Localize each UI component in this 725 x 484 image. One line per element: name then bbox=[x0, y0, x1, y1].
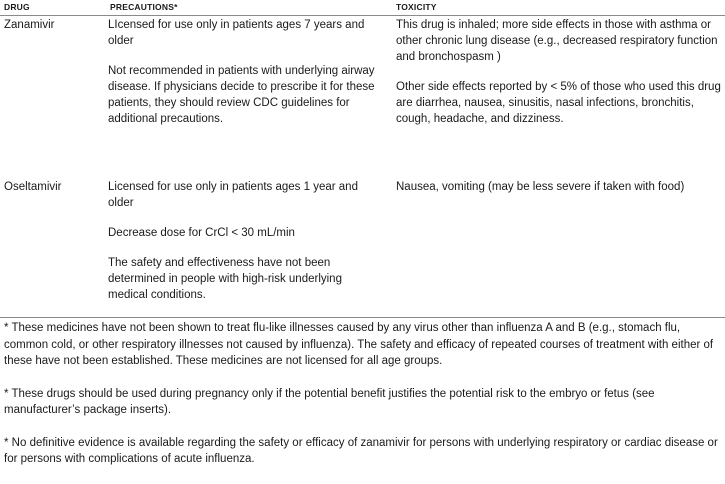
footnote: * No definitive evidence is available regarding the safety or efficacy of zanamivir for persons with underlying respiratory or cardiac disease or for persons with complications of acute influenza. bbox=[4, 436, 718, 465]
precaution-text: Licensed for use only in patients ages 1 year and older bbox=[108, 181, 358, 209]
toxicity-text: This drug is inhaled; more side effects in those with asthma or other chronic lung disease (e.g., decreased respiratory function and bronchospasm ) bbox=[396, 19, 718, 63]
precaution-text: Not recommended in patients with underlying airway disease. If physicians decide to prescribe it for these patients, they should review CDC guidelines for additional precautions. bbox=[108, 65, 375, 125]
footnote: * These drugs should be used during pregnancy only if the potential benefit justifies the potential risk to the embryo or fetus (see manufacturer’s package inserts). bbox=[4, 387, 655, 416]
row-oseltamivir-toxicity bbox=[396, 179, 721, 195]
row-zanamivir-precautions bbox=[108, 17, 378, 127]
header-drug: DRUG bbox=[4, 2, 30, 12]
precaution-text: The safety and effectiveness have not been determined in people with high-risk underlying medical conditions. bbox=[108, 257, 342, 301]
row-zanamivir-drug: Zanamivir bbox=[4, 19, 55, 31]
header-precautions: PRECAUTIONS* bbox=[110, 2, 178, 12]
table-bottom-divider bbox=[0, 317, 725, 318]
header-divider bbox=[0, 15, 725, 16]
toxicity-text: Other side effects reported by < 5% of those who used this drug are diarrhea, nausea, sinusitis, nasal infections, bronchitis, cough, headache, and dizziness. bbox=[396, 81, 721, 125]
header-toxicity: TOXICITY bbox=[396, 2, 437, 12]
footnote: * These medicines have not been shown to treat flu-like illnesses caused by any virus other than influenza A and B (e.g., stomach flu, common cold, or other respiratory illnesses not caused by influenza). The safety and efficacy of repeated courses of treatment with either of these have not been established. These medicines are not licensed for all age groups. bbox=[4, 322, 714, 367]
row-zanamivir-toxicity bbox=[396, 17, 721, 127]
precaution-text: Decrease dose for CrCl < 30 mL/min bbox=[108, 227, 295, 239]
precaution-text: LIcensed for use only in patients ages 7 years and older bbox=[108, 19, 365, 47]
table-header-row bbox=[0, 0, 725, 14]
footnotes bbox=[4, 320, 719, 484]
row-oseltamivir-drug: Oseltamivir bbox=[4, 181, 62, 193]
toxicity-text: Nausea, vomiting (may be less severe if taken with food) bbox=[396, 181, 685, 193]
row-oseltamivir-precautions bbox=[108, 179, 378, 303]
